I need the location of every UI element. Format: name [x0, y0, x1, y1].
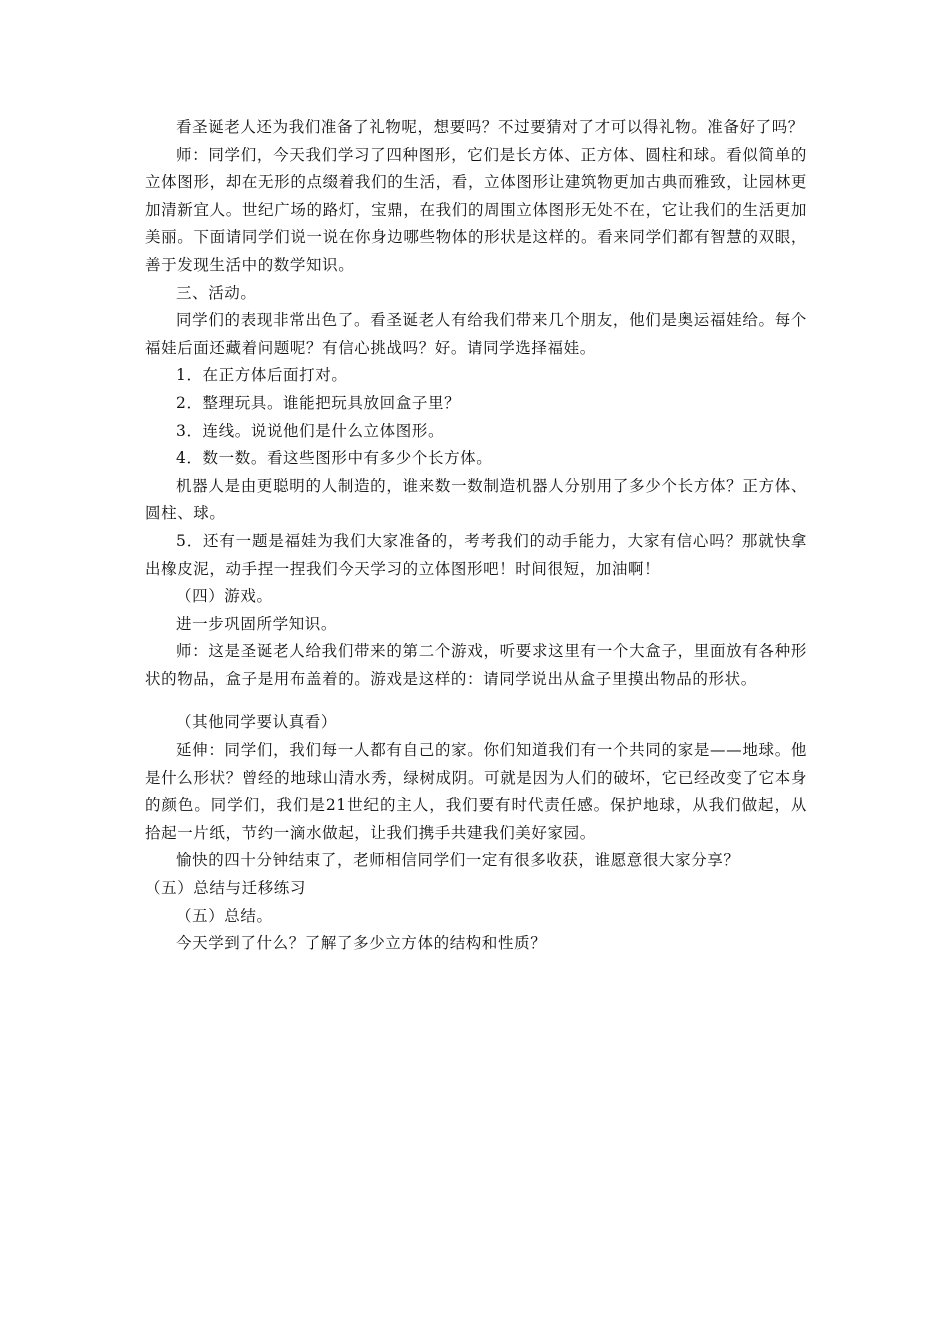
- paragraph-final-question: 今天学到了什么？了解了多少立方体的结构和性质？: [176, 934, 547, 953]
- list-item-3: 3．连线。说说他们是什么立体图形。: [176, 421, 445, 440]
- section-heading-game: （四）游戏。: [176, 587, 273, 606]
- list-item-1: 1．在正方体后面打对。: [176, 366, 348, 385]
- paragraph-teacher-summary: 师：同学们，今天我们学习了四种图形，它们是长方体、正方体、圆柱和球。看似简单的立体图形，却在无形的点缀着我们的生活，看，立体图形让建筑物更加古典而雅致，让园林更加清新宜人。世纪广场的路灯，宝鼎，在我们的周围立体图形无处不在，它让我们的生活更加美丽。下面请同学们说一说在你身边哪些物体的形状是这样的。看来同学们都有智慧的双眼，善于发现生活中的数学知识。: [145, 145, 807, 274]
- paragraph-extension: 延伸：同学们，我们每一人都有自己的家。你们知道我们有一个共同的家是——地球。他是什么形状？曾经的地球山清水秀，绿树成阴。可就是因为人们的破坏，它已经改变了它本身的颜色。同学们，我们是21世纪的主人，我们要有时代责任感。保护地球，从我们做起，从拾起一片纸，节约一滴水做起，让我们携手共建我们美好家园。: [145, 741, 807, 842]
- paragraph-others-watch: （其他同学要认真看）: [176, 713, 338, 732]
- list-item-2: 2．整理玩具。谁能把玩具放回盒子里？: [176, 393, 461, 412]
- section-heading-summary-practice: （五）总结与迁移练习: [145, 879, 307, 898]
- paragraph-gift-intro: 看圣诞老人还为我们准备了礼物呢，想要吗？不过要猜对了才可以得礼物。准备好了吗？: [176, 118, 804, 136]
- list-item-5: 5．还有一题是福娃为我们大家准备的，考考我们的动手能力，大家有信心吗？那就快拿出橡皮泥，动手捏一捏我们今天学习的立体图形吧！时间很短，加油啊！: [145, 531, 807, 578]
- paragraph-class-end: 愉快的四十分钟结束了，老师相信同学们一定有很多收获，谁愿意很大家分享？: [176, 851, 740, 870]
- paragraph-fuwa-intro: 同学们的表现非常出色了。看圣诞老人有给我们带来几个朋友，他们是奥运福娃给。每个福娃后面还藏着问题呢？有信心挑战吗？好。请同学选择福娃。: [145, 311, 807, 357]
- paragraph-game-rules: 师：这是圣诞老人给我们带来的第二个游戏，听要求这里有一个大盒子，里面放有各种形状的物品，盒子是用布盖着的。游戏是这样的：请同学说出从盒子里摸出物品的形状。: [145, 642, 807, 688]
- paragraph-robot: 机器人是由更聪明的人制造的，谁来数一数制造机器人分别用了多少个长方体？正方体、圆柱、球。: [145, 476, 807, 523]
- paragraph-consolidate: 进一步巩固所学知识。: [176, 614, 338, 633]
- section-heading-summary: （五）总结。: [176, 906, 273, 925]
- list-item-4: 4．数一数。看这些图形中有多少个长方体。: [176, 449, 493, 468]
- document-body: [145, 114, 807, 958]
- section-heading-activity: 三、活动。: [176, 283, 257, 302]
